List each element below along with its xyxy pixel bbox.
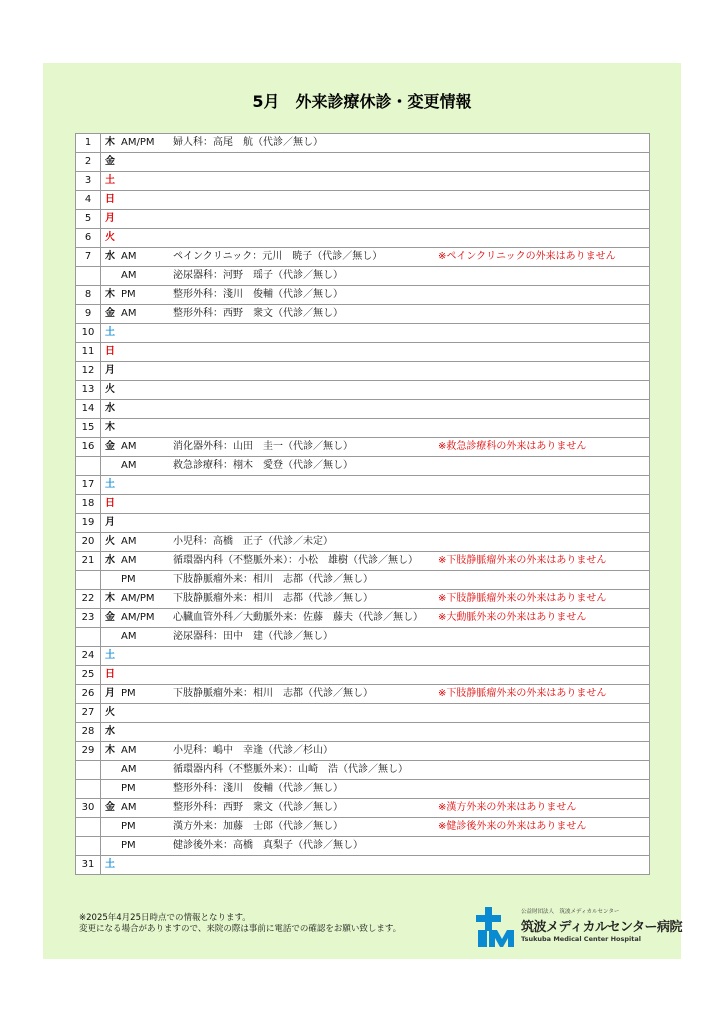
department-cell: 下肢静脈瘤外来：相川 志都（代診／無し） xyxy=(171,571,436,590)
schedule-row xyxy=(76,799,650,818)
department-cell xyxy=(171,229,436,248)
day-cell: 6 xyxy=(76,229,101,248)
weekday-cell: 日 xyxy=(101,666,120,685)
department-cell xyxy=(171,343,436,362)
weekday-cell xyxy=(101,571,120,590)
note-cell xyxy=(436,172,650,191)
schedule-row xyxy=(76,495,650,514)
schedule-row xyxy=(76,628,650,647)
note-cell: ※ペインクリニックの外来はありません xyxy=(436,248,650,267)
time-cell xyxy=(119,856,171,875)
time-cell: AM xyxy=(119,761,171,780)
department-cell: 健診後外来：高橋 真梨子（代診／無し） xyxy=(171,837,436,856)
day-cell: 26 xyxy=(76,685,101,704)
note-cell xyxy=(436,476,650,495)
day-cell: 14 xyxy=(76,400,101,419)
note-cell xyxy=(436,457,650,476)
weekday-cell: 水 xyxy=(101,552,120,571)
note-cell xyxy=(436,153,650,172)
department-cell xyxy=(171,381,436,400)
schedule-row xyxy=(76,343,650,362)
weekday-cell: 火 xyxy=(101,533,120,552)
schedule-row xyxy=(76,761,650,780)
department-cell xyxy=(171,172,436,191)
time-cell: PM xyxy=(119,818,171,837)
schedule-row xyxy=(76,666,650,685)
department-cell: 消化器外科：山田 圭一（代診／無し） xyxy=(171,438,436,457)
department-cell: 泌尿器科：河野 瑶子（代診／無し） xyxy=(171,267,436,286)
weekday-cell xyxy=(101,818,120,837)
time-cell: PM xyxy=(119,780,171,799)
note-cell xyxy=(436,666,650,685)
time-cell xyxy=(119,362,171,381)
time-cell xyxy=(119,647,171,666)
department-cell xyxy=(171,666,436,685)
day-cell: 18 xyxy=(76,495,101,514)
time-cell: AM/PM xyxy=(119,590,171,609)
weekday-cell: 日 xyxy=(101,191,120,210)
schedule-row xyxy=(76,647,650,666)
time-cell: AM xyxy=(119,305,171,324)
time-cell xyxy=(119,514,171,533)
day-cell xyxy=(76,761,101,780)
time-cell xyxy=(119,704,171,723)
time-cell: AM/PM xyxy=(119,609,171,628)
schedule-table xyxy=(75,133,650,875)
note-cell xyxy=(436,400,650,419)
department-cell: 整形外科：西野 衆文（代診／無し） xyxy=(171,305,436,324)
weekday-cell: 土 xyxy=(101,647,120,666)
schedule-row xyxy=(76,381,650,400)
note-cell: ※下肢静脈瘤外来の外来はありません xyxy=(436,552,650,571)
department-cell: 漢方外来：加藤 士郎（代診／無し） xyxy=(171,818,436,837)
time-cell xyxy=(119,476,171,495)
time-cell: PM xyxy=(119,685,171,704)
time-cell xyxy=(119,229,171,248)
time-cell: AM xyxy=(119,457,171,476)
day-cell: 1 xyxy=(76,134,101,153)
weekday-cell: 土 xyxy=(101,172,120,191)
weekday-cell: 水 xyxy=(101,400,120,419)
schedule-row xyxy=(76,685,650,704)
weekday-cell xyxy=(101,780,120,799)
note-cell xyxy=(436,305,650,324)
weekday-cell xyxy=(101,761,120,780)
note-cell xyxy=(436,514,650,533)
day-cell: 29 xyxy=(76,742,101,761)
department-cell xyxy=(171,476,436,495)
time-cell: PM xyxy=(119,571,171,590)
time-cell xyxy=(119,343,171,362)
schedule-row xyxy=(76,514,650,533)
department-cell xyxy=(171,723,436,742)
weekday-cell: 木 xyxy=(101,134,120,153)
note-cell xyxy=(436,647,650,666)
weekday-cell: 土 xyxy=(101,856,120,875)
time-cell: PM xyxy=(119,286,171,305)
day-cell: 4 xyxy=(76,191,101,210)
day-cell xyxy=(76,837,101,856)
weekday-cell: 火 xyxy=(101,704,120,723)
cross-tm-logo-icon xyxy=(475,906,515,948)
note-cell: ※健診後外来の外来はありません xyxy=(436,818,650,837)
weekday-cell: 土 xyxy=(101,476,120,495)
time-cell: AM xyxy=(119,742,171,761)
day-cell xyxy=(76,457,101,476)
weekday-cell: 木 xyxy=(101,286,120,305)
note-cell xyxy=(436,761,650,780)
weekday-cell: 月 xyxy=(101,362,120,381)
weekday-cell xyxy=(101,267,120,286)
department-cell: 小児科：高橋 正子（代診／未定） xyxy=(171,533,436,552)
day-cell: 15 xyxy=(76,419,101,438)
schedule-row xyxy=(76,229,650,248)
time-cell xyxy=(119,381,171,400)
day-cell: 25 xyxy=(76,666,101,685)
note-cell xyxy=(436,628,650,647)
department-cell: 整形外科：淺川 俊輔（代診／無し） xyxy=(171,780,436,799)
notice-panel xyxy=(43,63,681,959)
department-cell xyxy=(171,647,436,666)
note-cell xyxy=(436,837,650,856)
schedule-row xyxy=(76,590,650,609)
weekday-cell: 木 xyxy=(101,742,120,761)
schedule-row xyxy=(76,153,650,172)
time-cell: AM xyxy=(119,628,171,647)
footnote-line: ※2025年4月25日時点での情報となります。 xyxy=(79,913,251,923)
footnote xyxy=(79,913,401,935)
time-cell xyxy=(119,191,171,210)
weekday-cell: 金 xyxy=(101,153,120,172)
department-cell: 泌尿器科：田中 建（代診／無し） xyxy=(171,628,436,647)
schedule-row xyxy=(76,267,650,286)
time-cell xyxy=(119,419,171,438)
schedule-row xyxy=(76,438,650,457)
weekday-cell: 金 xyxy=(101,305,120,324)
day-cell: 3 xyxy=(76,172,101,191)
note-cell: ※下肢静脈瘤外来の外来はありません xyxy=(436,685,650,704)
time-cell: AM xyxy=(119,267,171,286)
day-cell: 23 xyxy=(76,609,101,628)
weekday-cell: 日 xyxy=(101,343,120,362)
time-cell: AM xyxy=(119,799,171,818)
logo-org-label: 公益財団法人 筑波メディカルセンター xyxy=(521,909,620,915)
weekday-cell: 月 xyxy=(101,514,120,533)
department-cell xyxy=(171,495,436,514)
day-cell: 2 xyxy=(76,153,101,172)
note-cell xyxy=(436,533,650,552)
note-cell xyxy=(436,343,650,362)
note-cell xyxy=(436,191,650,210)
note-cell xyxy=(436,419,650,438)
department-cell: 救急診療科：栩木 愛登（代診／無し） xyxy=(171,457,436,476)
note-cell xyxy=(436,229,650,248)
time-cell: PM xyxy=(119,837,171,856)
footnote-line: 変更になる場合がありますので、来院の際は事前に電話での確認をお願い致します。 xyxy=(79,924,402,934)
day-cell: 9 xyxy=(76,305,101,324)
time-cell xyxy=(119,172,171,191)
weekday-cell: 水 xyxy=(101,248,120,267)
day-cell: 24 xyxy=(76,647,101,666)
note-cell xyxy=(436,742,650,761)
time-cell xyxy=(119,723,171,742)
day-cell xyxy=(76,267,101,286)
day-cell: 31 xyxy=(76,856,101,875)
day-cell xyxy=(76,628,101,647)
schedule-row xyxy=(76,856,650,875)
time-cell xyxy=(119,666,171,685)
department-cell xyxy=(171,856,436,875)
schedule-row xyxy=(76,780,650,799)
schedule-row xyxy=(76,552,650,571)
department-cell: 整形外科：淺川 俊輔（代診／無し） xyxy=(171,286,436,305)
logo-hospital-name-en: Tsukuba Medical Center Hospital xyxy=(521,935,641,943)
schedule-row xyxy=(76,571,650,590)
weekday-cell: 木 xyxy=(101,590,120,609)
department-cell: 下肢静脈瘤外来：相川 志都（代診／無し） xyxy=(171,590,436,609)
department-cell: 小児科：嶋中 幸逢（代診／杉山） xyxy=(171,742,436,761)
weekday-cell: 火 xyxy=(101,381,120,400)
note-cell xyxy=(436,210,650,229)
day-cell xyxy=(76,571,101,590)
department-cell xyxy=(171,210,436,229)
schedule-row xyxy=(76,723,650,742)
day-cell: 8 xyxy=(76,286,101,305)
weekday-cell: 月 xyxy=(101,685,120,704)
schedule-row xyxy=(76,400,650,419)
time-cell xyxy=(119,495,171,514)
note-cell xyxy=(436,362,650,381)
day-cell: 5 xyxy=(76,210,101,229)
day-cell xyxy=(76,818,101,837)
note-cell: ※下肢静脈瘤外来の外来はありません xyxy=(436,590,650,609)
time-cell: AM xyxy=(119,552,171,571)
note-cell: ※大動脈外来の外来はありません xyxy=(436,609,650,628)
schedule-row xyxy=(76,818,650,837)
day-cell: 17 xyxy=(76,476,101,495)
weekday-cell: 金 xyxy=(101,609,120,628)
day-cell: 28 xyxy=(76,723,101,742)
weekday-cell: 火 xyxy=(101,229,120,248)
weekday-cell xyxy=(101,457,120,476)
department-cell xyxy=(171,704,436,723)
note-cell xyxy=(436,324,650,343)
schedule-row xyxy=(76,837,650,856)
schedule-row xyxy=(76,134,650,153)
weekday-cell: 水 xyxy=(101,723,120,742)
department-cell: 循環器内科（不整脈外来）：小松 雄樹（代診／無し） xyxy=(171,552,436,571)
department-cell: 下肢静脈瘤外来：相川 志都（代診／無し） xyxy=(171,685,436,704)
day-cell: 20 xyxy=(76,533,101,552)
note-cell xyxy=(436,495,650,514)
schedule-row xyxy=(76,286,650,305)
weekday-cell: 金 xyxy=(101,799,120,818)
logo-hospital-name: 筑波メディカルセンター病院 xyxy=(521,920,682,935)
schedule-row xyxy=(76,419,650,438)
day-cell: 16 xyxy=(76,438,101,457)
note-cell xyxy=(436,780,650,799)
time-cell xyxy=(119,210,171,229)
weekday-cell xyxy=(101,628,120,647)
note-cell xyxy=(436,704,650,723)
schedule-row xyxy=(76,476,650,495)
schedule-row xyxy=(76,191,650,210)
schedule-row xyxy=(76,457,650,476)
time-cell xyxy=(119,153,171,172)
note-cell xyxy=(436,286,650,305)
note-cell xyxy=(436,134,650,153)
day-cell: 30 xyxy=(76,799,101,818)
day-cell: 22 xyxy=(76,590,101,609)
note-cell: ※救急診療科の外来はありません xyxy=(436,438,650,457)
time-cell xyxy=(119,324,171,343)
department-cell: ペインクリニック：元川 暁子（代診／無し） xyxy=(171,248,436,267)
schedule-row xyxy=(76,324,650,343)
schedule-row xyxy=(76,704,650,723)
day-cell: 19 xyxy=(76,514,101,533)
schedule-row xyxy=(76,248,650,267)
department-cell xyxy=(171,362,436,381)
page-title: 5月 外来診療休診・変更情報 xyxy=(252,92,472,111)
note-cell xyxy=(436,381,650,400)
note-cell: ※漢方外来の外来はありません xyxy=(436,799,650,818)
day-cell: 21 xyxy=(76,552,101,571)
time-cell: AM xyxy=(119,438,171,457)
schedule-row xyxy=(76,742,650,761)
note-cell xyxy=(436,267,650,286)
day-cell: 11 xyxy=(76,343,101,362)
day-cell xyxy=(76,780,101,799)
hospital-logo xyxy=(475,906,682,948)
department-cell xyxy=(171,514,436,533)
schedule-row xyxy=(76,609,650,628)
schedule-row xyxy=(76,533,650,552)
schedule-row xyxy=(76,305,650,324)
time-cell: AM xyxy=(119,533,171,552)
department-cell xyxy=(171,324,436,343)
day-cell: 10 xyxy=(76,324,101,343)
time-cell: AM/PM xyxy=(119,134,171,153)
note-cell xyxy=(436,723,650,742)
department-cell xyxy=(171,153,436,172)
day-cell: 7 xyxy=(76,248,101,267)
time-cell: AM xyxy=(119,248,171,267)
department-cell xyxy=(171,400,436,419)
day-cell: 12 xyxy=(76,362,101,381)
schedule-row xyxy=(76,362,650,381)
schedule-row xyxy=(76,172,650,191)
weekday-cell: 木 xyxy=(101,419,120,438)
schedule-row xyxy=(76,210,650,229)
weekday-cell: 月 xyxy=(101,210,120,229)
day-cell: 13 xyxy=(76,381,101,400)
weekday-cell: 日 xyxy=(101,495,120,514)
day-cell: 27 xyxy=(76,704,101,723)
note-cell xyxy=(436,856,650,875)
department-cell xyxy=(171,419,436,438)
department-cell: 婦人科：高尾 航（代診／無し） xyxy=(171,134,436,153)
note-cell xyxy=(436,571,650,590)
weekday-cell xyxy=(101,837,120,856)
department-cell xyxy=(171,191,436,210)
department-cell: 整形外科：西野 衆文（代診／無し） xyxy=(171,799,436,818)
department-cell: 心臓血管外科／大動脈外来：佐藤 藤夫（代診／無し） xyxy=(171,609,436,628)
weekday-cell: 金 xyxy=(101,438,120,457)
time-cell xyxy=(119,400,171,419)
weekday-cell: 土 xyxy=(101,324,120,343)
department-cell: 循環器内科（不整脈外来）：山崎 浩（代診／無し） xyxy=(171,761,436,780)
